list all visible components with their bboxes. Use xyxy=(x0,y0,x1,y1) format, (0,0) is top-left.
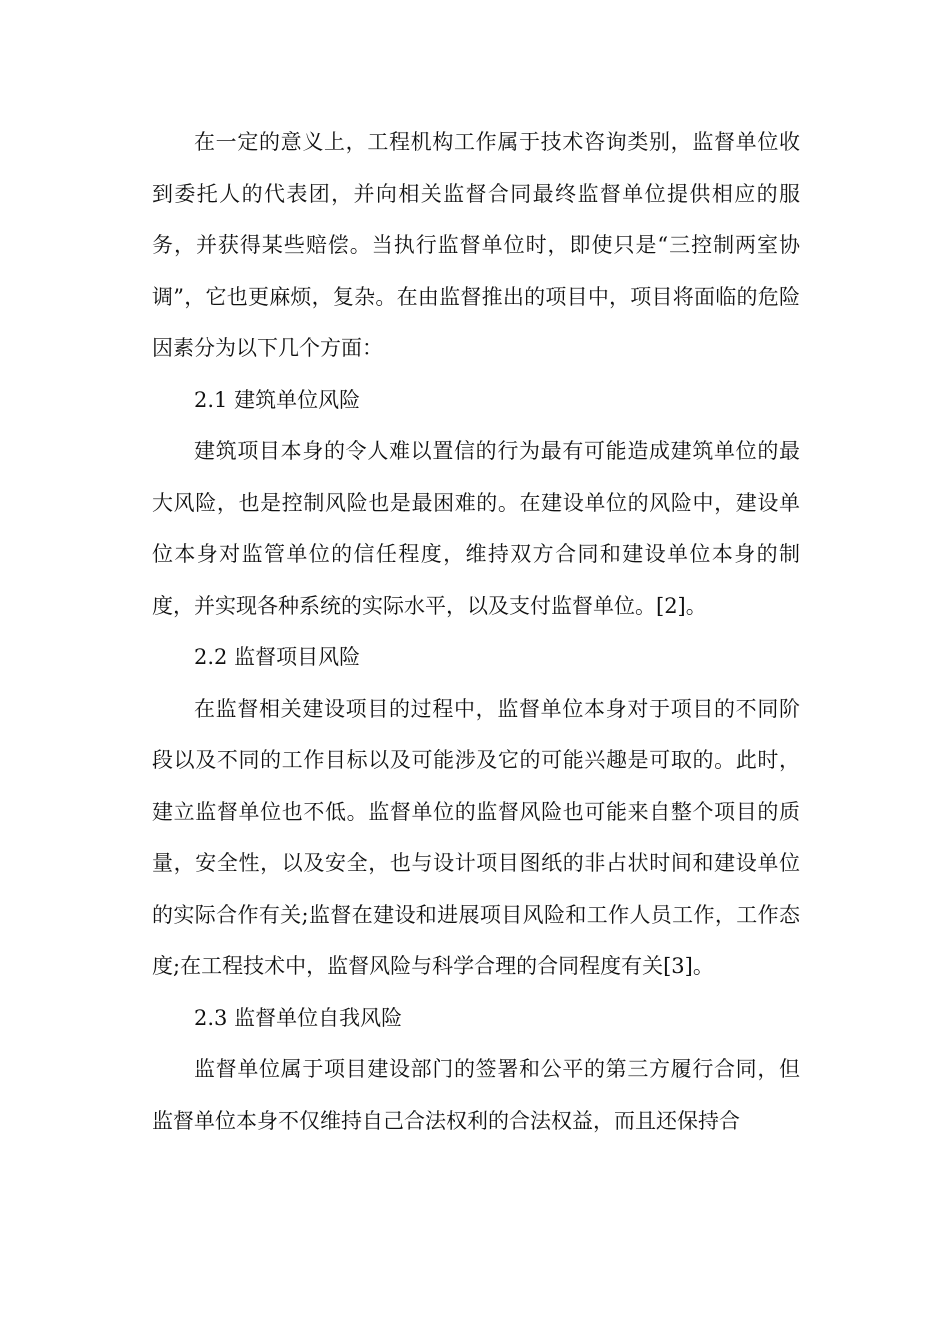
paragraph-intro: 在一定的意义上，工程机构工作属于技术咨询类别，监督单位收到委托人的代表团，并向相关监督合同最终监督单位提供相应的服务，并获得某些赔偿。当执行监督单位时，即使只是“三控制两室协调”，它也更麻烦，复杂。在由监督推出的项目中，项目将面临的危险因素分为以下几个方面： xyxy=(152,130,800,360)
section-heading-2-1: 2.1 建筑单位风险 xyxy=(194,387,361,412)
paragraph-construction-risk: 建筑项目本身的令人难以置信的行为最有可能造成建筑单位的最大风险，也是控制风险也是最困难的。在建设单位的风险中，建设单位本身对监管单位的信任程度，维持双方合同和建设单位本身的制度，并实现各种系统的实际水平，以及支付监督单位。[2]。 xyxy=(152,439,800,618)
section-heading-2-3: 2.3 监督单位自我风险 xyxy=(194,1005,403,1030)
document-body xyxy=(152,117,800,1147)
section-heading-2-2: 2.2 监督项目风险 xyxy=(194,645,361,669)
paragraph-project-risk: 在监督相关建设项目的过程中，监督单位本身对于项目的不同阶段以及不同的工作目标以及可能涉及它的可能兴趣是可取的。此时，建立监督单位也不低。监督单位的监督风险也可能来自整个项目的质量，安全性，以及安全，也与设计项目图纸的非占状时间和建设单位的实际合作有关;监督在建设和进展项目风险和工作人员工作，工作态度;在工程技术中，监督风险与科学合理的合同程度有关[3]。 xyxy=(152,696,800,978)
paragraph-self-risk: 监督单位属于项目建设部门的签署和公平的第三方履行合同，但监督单位本身不仅维持自己合法权利的合法权益，而且还保持合 xyxy=(152,1057,800,1133)
